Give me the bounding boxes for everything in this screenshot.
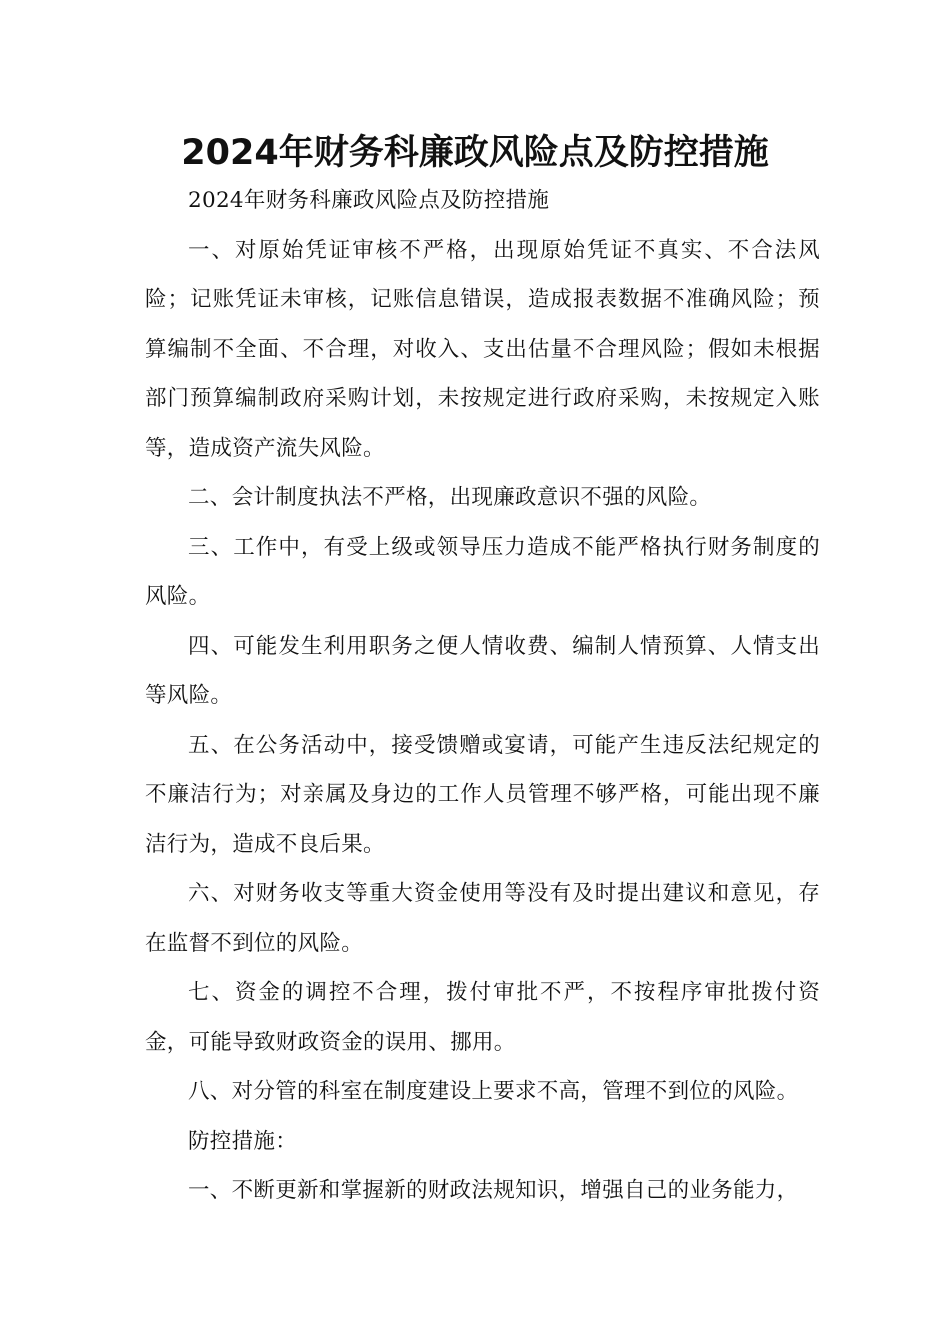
paragraph-risk-2: 二、会计制度执法不严格，出现廉政意识不强的风险。	[188, 485, 712, 510]
paragraph-risk-5: 五、在公务活动中，接受馈赠或宴请，可能产生违反法纪规定的不廉洁行为；对亲属及身边的工作人员管理不够严格，可能出现不廉洁行为，造成不良后果。	[145, 732, 820, 857]
paragraph-risk-4: 四、可能发生利用职务之便人情收费、编制人情预算、人情支出等风险。	[145, 633, 820, 708]
paragraph-risk-7: 七、资金的调控不合理，拨付审批不严，不按程序审批拨付资金，可能导致财政资金的误用、挪用。	[145, 980, 820, 1055]
document-body	[145, 176, 820, 1216]
document-title: 2024年财务科廉政风险点及防控措施	[181, 133, 769, 173]
paragraph-risk-3: 三、工作中，有受上级或领导压力造成不能严格执行财务制度的风险。	[145, 534, 820, 609]
paragraph-measures-heading: 防控措施：	[188, 1128, 298, 1154]
paragraph-subtitle: 2024年财务科廉政风险点及防控措施	[188, 188, 550, 213]
paragraph-measure-1: 一、不断更新和掌握新的财政法规知识，增强自己的业务能力，	[188, 1178, 799, 1203]
paragraph-risk-8: 八、对分管的科室在制度建设上要求不高，管理不到位的风险。	[188, 1079, 799, 1104]
paragraph-risk-6: 六、对财务收支等重大资金使用等没有及时提出建议和意见，存在监督不到位的风险。	[145, 881, 820, 956]
paragraph-risk-1: 一、对原始凭证审核不严格，出现原始凭证不真实、不合法风险；记账凭证未审核，记账信息错误，造成报表数据不准确风险；预算编制不全面、不合理，对收入、支出估量不合理风险；假如未根据部门预算编制政府采购计划，未按规定进行政府采购，未按规定入账等，造成资产流失风险。	[145, 237, 820, 461]
